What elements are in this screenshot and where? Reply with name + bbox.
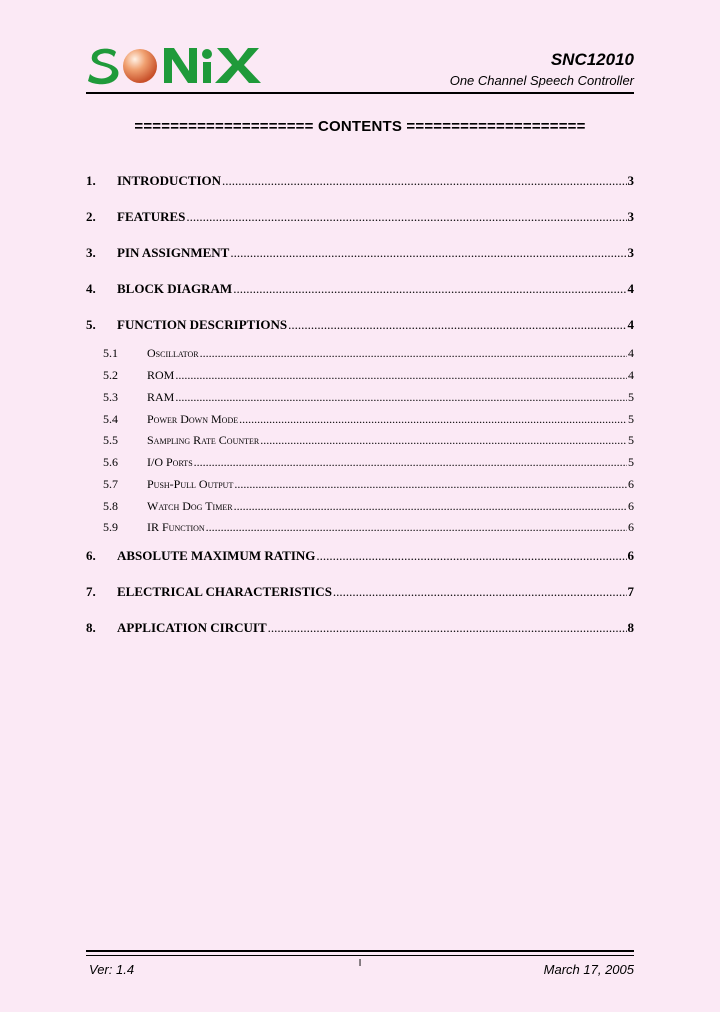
toc-dot-leader xyxy=(186,209,626,225)
toc-entry-page: 5 xyxy=(628,390,634,404)
toc-entry[interactable] xyxy=(86,620,634,636)
toc-entry[interactable] xyxy=(86,584,634,600)
toc-entry-title: PIN ASSIGNMENT xyxy=(117,245,230,260)
toc-entry-title: RAM xyxy=(147,390,175,404)
toc-entry-number: 1. xyxy=(86,173,96,188)
toc-entry-page: 3 xyxy=(627,209,634,224)
toc-entry-title: IR Function xyxy=(147,520,205,534)
toc-subentry[interactable] xyxy=(86,520,634,535)
toc-entry-page: 3 xyxy=(627,173,634,188)
toc-entry[interactable] xyxy=(86,317,634,333)
toc-entry-page: 5 xyxy=(628,455,634,469)
toc-dot-leader xyxy=(234,477,627,492)
toc-entry-page: 3 xyxy=(627,245,634,260)
footer-divider-thin xyxy=(86,955,634,956)
toc-entry-title: BLOCK DIAGRAM xyxy=(117,281,233,296)
toc-dot-leader xyxy=(175,368,627,383)
toc-entry-title: FUNCTION DESCRIPTIONS xyxy=(117,317,288,332)
sonix-logo xyxy=(86,44,266,86)
toc-entry-title: ABSOLUTE MAXIMUM RATING xyxy=(117,548,316,563)
toc-entry-number: 3. xyxy=(86,245,96,260)
toc-entry-page: 5 xyxy=(628,433,634,447)
toc-dot-leader xyxy=(222,173,626,189)
toc-entry-page: 6 xyxy=(628,499,634,513)
product-code: SNC12010 xyxy=(550,50,634,69)
contents-heading: ==================== CONTENTS ==================== xyxy=(134,118,586,135)
toc-dot-leader xyxy=(260,433,627,448)
footer-divider xyxy=(86,950,634,952)
toc-dot-leader xyxy=(239,412,627,427)
toc-subentry[interactable] xyxy=(86,368,634,383)
toc-entry[interactable] xyxy=(86,245,634,261)
toc-dot-leader xyxy=(233,281,626,297)
version-label: Ver: 1.4 xyxy=(89,962,135,977)
toc-entry[interactable] xyxy=(86,173,634,189)
toc-entry-page: 6 xyxy=(628,477,634,491)
toc-subentry[interactable] xyxy=(86,390,634,405)
toc-entry-number: 5.6 xyxy=(103,455,118,469)
toc-entry-page: 7 xyxy=(627,584,634,599)
toc-subentry[interactable] xyxy=(86,433,634,448)
toc-entry-title: I/O Ports xyxy=(147,455,193,469)
toc-entry-number: 7. xyxy=(86,584,96,599)
header-divider xyxy=(86,92,634,94)
toc-entry-title: APPLICATION CIRCUIT xyxy=(117,620,267,635)
document-date: March 17, 2005 xyxy=(543,962,634,977)
toc-subentry[interactable] xyxy=(86,412,634,427)
toc-entry-page: 4 xyxy=(628,346,634,360)
toc-entry-page: 6 xyxy=(627,548,634,563)
toc-dot-leader xyxy=(316,548,626,564)
toc-entry-title: INTRODUCTION xyxy=(117,173,222,188)
toc-entry-number: 5.5 xyxy=(103,433,118,447)
toc-entry-page: 8 xyxy=(627,620,634,635)
toc-entry[interactable] xyxy=(86,548,634,564)
toc-entry-title: Watch Dog Timer xyxy=(147,499,233,513)
toc-entry-number: 5. xyxy=(86,317,96,332)
toc-entry-title: Power Down Mode xyxy=(147,412,239,426)
toc-entry-number: 8. xyxy=(86,620,96,635)
toc-entry-number: 2. xyxy=(86,209,96,224)
toc-entry-number: 5.9 xyxy=(103,520,118,534)
toc-entry-page: 4 xyxy=(627,281,634,296)
toc-dot-leader xyxy=(206,520,627,535)
toc-dot-leader xyxy=(288,317,626,333)
toc-entry-page: 6 xyxy=(628,520,634,534)
toc-subentry[interactable] xyxy=(86,346,634,361)
toc-entry-page: 4 xyxy=(628,368,634,382)
toc-entry-title: Sampling Rate Counter xyxy=(147,433,260,447)
toc-entry-title: FEATURES xyxy=(117,209,186,224)
toc-entry-number: 6. xyxy=(86,548,96,563)
toc-entry[interactable] xyxy=(86,281,634,297)
toc-entry-page: 5 xyxy=(628,412,634,426)
toc-entry-page: 4 xyxy=(627,317,634,332)
toc-dot-leader xyxy=(194,455,627,470)
toc-entry-title: ROM xyxy=(147,368,175,382)
toc-entry[interactable] xyxy=(86,209,634,225)
sonix-logo-graphic xyxy=(86,44,266,86)
toc-entry-title: Push-Pull Output xyxy=(147,477,234,491)
toc-entry-number: 5.4 xyxy=(103,412,118,426)
page-number: I xyxy=(358,958,362,969)
toc-entry-number: 5.1 xyxy=(103,346,118,360)
toc-dot-leader xyxy=(200,346,627,361)
toc-subentry[interactable] xyxy=(86,477,634,492)
toc-dot-leader xyxy=(268,620,627,636)
toc-entry-title: ELECTRICAL CHARACTERISTICS xyxy=(117,584,332,599)
toc-subentry[interactable] xyxy=(86,499,634,514)
toc-dot-leader xyxy=(333,584,627,600)
toc-entry-number: 5.7 xyxy=(103,477,118,491)
toc-entry-number: 4. xyxy=(86,281,96,296)
toc-entry-number: 5.3 xyxy=(103,390,118,404)
toc-dot-leader xyxy=(234,499,627,514)
toc-dot-leader xyxy=(230,245,626,261)
toc-subentry[interactable] xyxy=(86,455,634,470)
product-subtitle: One Channel Speech Controller xyxy=(449,73,634,88)
toc-entry-number: 5.2 xyxy=(103,368,118,382)
toc-entry-number: 5.8 xyxy=(103,499,118,513)
toc-entry-title: Oscillator xyxy=(147,346,199,360)
toc-dot-leader xyxy=(175,390,627,405)
